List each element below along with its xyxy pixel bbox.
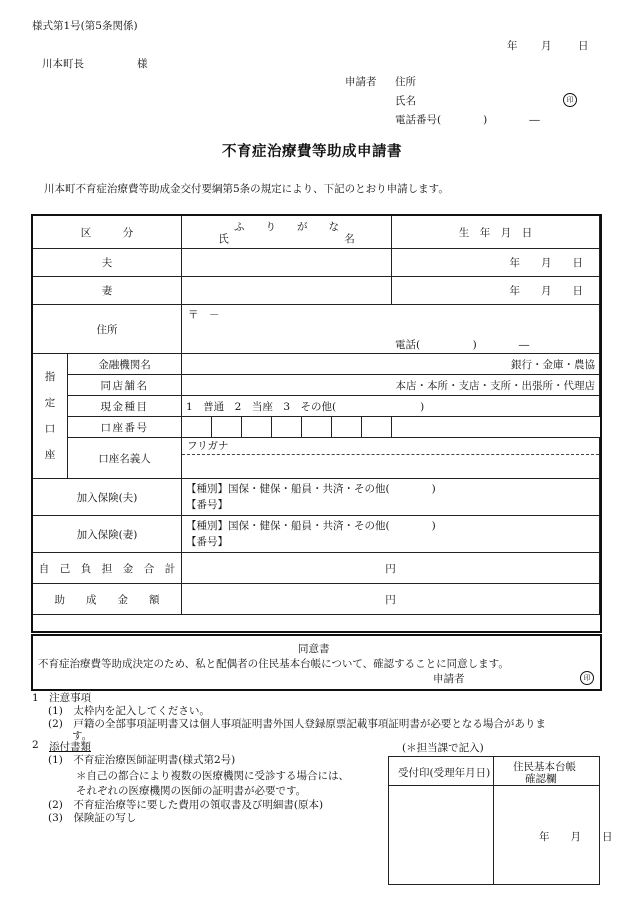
wife-label: 妻 (33, 277, 182, 305)
bank-field[interactable]: 銀行・金庫・農協 (182, 354, 600, 375)
account-digit-cell[interactable] (302, 417, 332, 438)
notes-heading: 1 注意事項 (32, 692, 92, 704)
insurance-husband-type: 【種別】国保・健保・船員・共済・その他( ) (186, 483, 436, 495)
office-divider (493, 757, 494, 884)
account-digit-cell[interactable] (212, 417, 242, 438)
account-type-label: 現金種目 (68, 396, 182, 417)
seal-mark-icon: 印 (563, 93, 577, 107)
husband-label: 夫 (33, 249, 182, 277)
attachment-3: (3) 保険証の写し (48, 812, 137, 824)
header-dob: 生 年 月 日 (392, 216, 600, 249)
insurance-husband-number: 【番号】 (186, 499, 228, 511)
holder-field[interactable] (182, 438, 600, 479)
application-table (32, 215, 600, 615)
resident-check-label-1: 住民基本台帳 (513, 761, 576, 773)
holder-furigana: フリガナ (182, 438, 599, 455)
postal-code: 〒 － (188, 309, 220, 321)
holder-label: 口座名義人 (68, 438, 182, 479)
header-kubun: 区 分 (33, 216, 182, 249)
branch-label: 同店舗名 (68, 375, 182, 396)
grant-label: 助 成 金 額 (33, 584, 182, 615)
self-pay-field[interactable]: 円 (182, 553, 600, 584)
attachments-number: 2 (32, 739, 39, 751)
header-shimei: 氏 名 (218, 233, 355, 245)
insurance-wife-type: 【種別】国保・健保・船員・共済・その他( ) (186, 520, 436, 532)
attachment-1-note: ＊自己の都合により複数の医療機関に受診する場合には、 (76, 770, 349, 782)
consent-box (31, 634, 602, 691)
attachments-heading: 添付書類 (49, 741, 91, 753)
form-title: 不育症治療費等助成申請書 (222, 143, 402, 160)
wife-name-field[interactable] (182, 277, 392, 305)
office-use-note: (＊担当課で記入) (402, 742, 484, 754)
address-phone: 電話( ) ― (395, 339, 530, 351)
account-digit-spacer (392, 417, 600, 438)
receipt-stamp-label: 受付印(受理年月日) (398, 767, 491, 779)
account-digit-cell[interactable] (362, 417, 392, 438)
self-pay-label: 自 己 負 担 金 合 計 (33, 553, 182, 584)
account-char: 指 (44, 371, 56, 383)
note-2-cont: す。 (72, 730, 93, 742)
insurance-husband-field[interactable] (182, 479, 600, 516)
office-divider (389, 785, 599, 786)
form-number: 様式第1号(第5条関係) (32, 20, 138, 32)
wife-dob-field[interactable]: 年 月 日 (392, 277, 600, 305)
header-furigana: ふ り が な (234, 221, 340, 233)
account-digit-cell[interactable] (272, 417, 302, 438)
account-char: 定 (44, 397, 56, 409)
resident-check-label-2: 確認欄 (525, 773, 557, 785)
grant-field[interactable]: 円 (182, 584, 600, 615)
office-use-box (388, 756, 613, 885)
account-digit-cell[interactable] (332, 417, 362, 438)
applicant-label: 申請者 (345, 76, 377, 88)
account-char: 座 (44, 449, 56, 461)
account-digit-cell[interactable] (242, 417, 272, 438)
applicant-address: 住所 (395, 76, 416, 88)
date-day: 日 (578, 40, 589, 52)
attachment-2: (2) 不育症治療等に要した費用の領収書及び明細書(原本) (48, 799, 324, 811)
consent-title: 同意書 (298, 643, 330, 655)
bank-label: 金融機関名 (68, 354, 182, 375)
note-2: (2) 戸籍の全部事項証明書又は個人事項証明書外国人登録原票記載事項証明書が必要となる場合がありま (48, 718, 546, 730)
branch-field[interactable]: 本店・本所・支店・支所・出張所・代理店 (182, 375, 600, 396)
insurance-wife-field[interactable] (182, 516, 600, 553)
consent-applicant: 申請者 (433, 673, 465, 685)
account-number-label: 口座番号 (68, 417, 182, 438)
attachment-1: (1) 不育症治療医師証明書(様式第2号) (48, 754, 236, 766)
date-year: 年 (507, 40, 518, 52)
husband-dob-field[interactable]: 年 月 日 (392, 249, 600, 277)
date-month: 月 (541, 40, 552, 52)
attachment-1-note-cont: それぞれの医療機関の医師の証明書が必要です。 (76, 785, 307, 797)
note-1: (1) 太枠内を記入してください。 (48, 705, 210, 717)
header-name (182, 216, 392, 249)
account-char: 口 (44, 423, 56, 435)
designated-account-label (33, 354, 68, 479)
husband-name-field[interactable] (182, 249, 392, 277)
insurance-wife-label: 加入保険(妻) (33, 516, 182, 553)
seal-mark-icon: 印 (580, 671, 594, 685)
applicant-name: 氏名 (395, 95, 416, 107)
addressee-org: 川本町長 (42, 58, 84, 70)
account-type-field[interactable]: 1 普通 2 当座 3 その他( ) (182, 396, 600, 417)
insurance-husband-label: 加入保険(夫) (33, 479, 182, 516)
intro-text: 川本町不育症治療費等助成金交付要綱第5条の規定により、下記のとおり申請します。 (44, 183, 449, 195)
applicant-seal (563, 93, 577, 107)
address-label: 住所 (33, 305, 182, 354)
insurance-wife-number: 【番号】 (186, 536, 228, 548)
addressee-honorific: 様 (137, 58, 148, 70)
consent-body: 不育症治療費等助成決定のため、私と配偶者の住民基本台帳について、確認することに同意します。 (38, 658, 509, 670)
consent-seal[interactable] (580, 671, 594, 685)
account-digit-cell[interactable] (182, 417, 212, 438)
applicant-phone: 電話番号( ) ― (395, 114, 540, 126)
resident-check-date[interactable]: 年 月 日 (539, 831, 613, 843)
address-field[interactable] (182, 305, 600, 354)
